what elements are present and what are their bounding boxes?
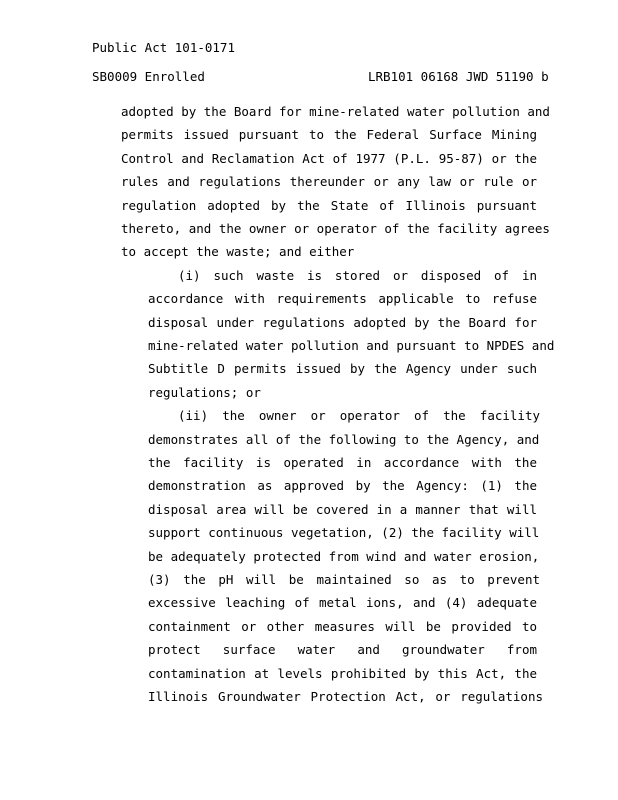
text-line: demonstration as approved by the Agency: (1) the (148, 478, 537, 494)
text-line: be adequately protected from wind and water erosion, (148, 548, 540, 564)
text-line: accordance with requirements applicable to refuse (148, 291, 537, 307)
text-line: disposal under regulations adopted by the Board for (148, 314, 537, 330)
text-line: Illinois Groundwater Protection Act, or regulations (148, 689, 543, 704)
text-line: regulations; or (148, 384, 261, 400)
text-line: Subtitle D permits issued by the Agency under such (148, 361, 537, 377)
text-line: the facility is operated in accordance with the (148, 455, 537, 470)
text-line: rules and regulations thereunder or any law or rule or (121, 174, 537, 190)
text-line: to accept the waste; and either (121, 244, 355, 260)
text-line: thereto, and the owner or operator of the facility agrees (121, 221, 550, 236)
text-line: demonstrates all of the following to the Agency, and (148, 431, 540, 447)
lrb-number: LRB101 06168 JWD 51190 b (368, 69, 549, 84)
text-line: disposal area will be covered in a manner that will (148, 501, 537, 517)
text-line: permits issued pursuant to the Federal Surface Mining (121, 127, 537, 143)
bill-number: SB0009 Enrolled (92, 69, 205, 84)
text-line: support continuous vegetation, (2) the facility will (148, 525, 540, 541)
text-line: (ii) the owner or operator of the facility (178, 408, 540, 424)
text-line: Control and Reclamation Act of 1977 (P.L. 95-87) or the (121, 150, 537, 166)
text-line: containment or other measures will be provided to (148, 618, 537, 634)
text-line: adopted by the Board for mine-related water pollution and (121, 104, 550, 119)
text-line: protect surface water and groundwater from (148, 642, 537, 658)
text-line: (3) the pH will be maintained so as to prevent (148, 572, 540, 587)
text-line: excessive leaching of metal ions, and (4) adequate (148, 595, 537, 611)
text-line: (i) such waste is stored or disposed of in (178, 267, 537, 283)
public-act-number: Public Act 101-0171 (92, 40, 235, 55)
text-line: contamination at levels prohibited by this Act, the (148, 665, 537, 681)
text-line: mine-related water pollution and pursuant to NPDES and (148, 338, 555, 353)
text-line: regulation adopted by the State of Illinois pursuant (121, 197, 537, 213)
